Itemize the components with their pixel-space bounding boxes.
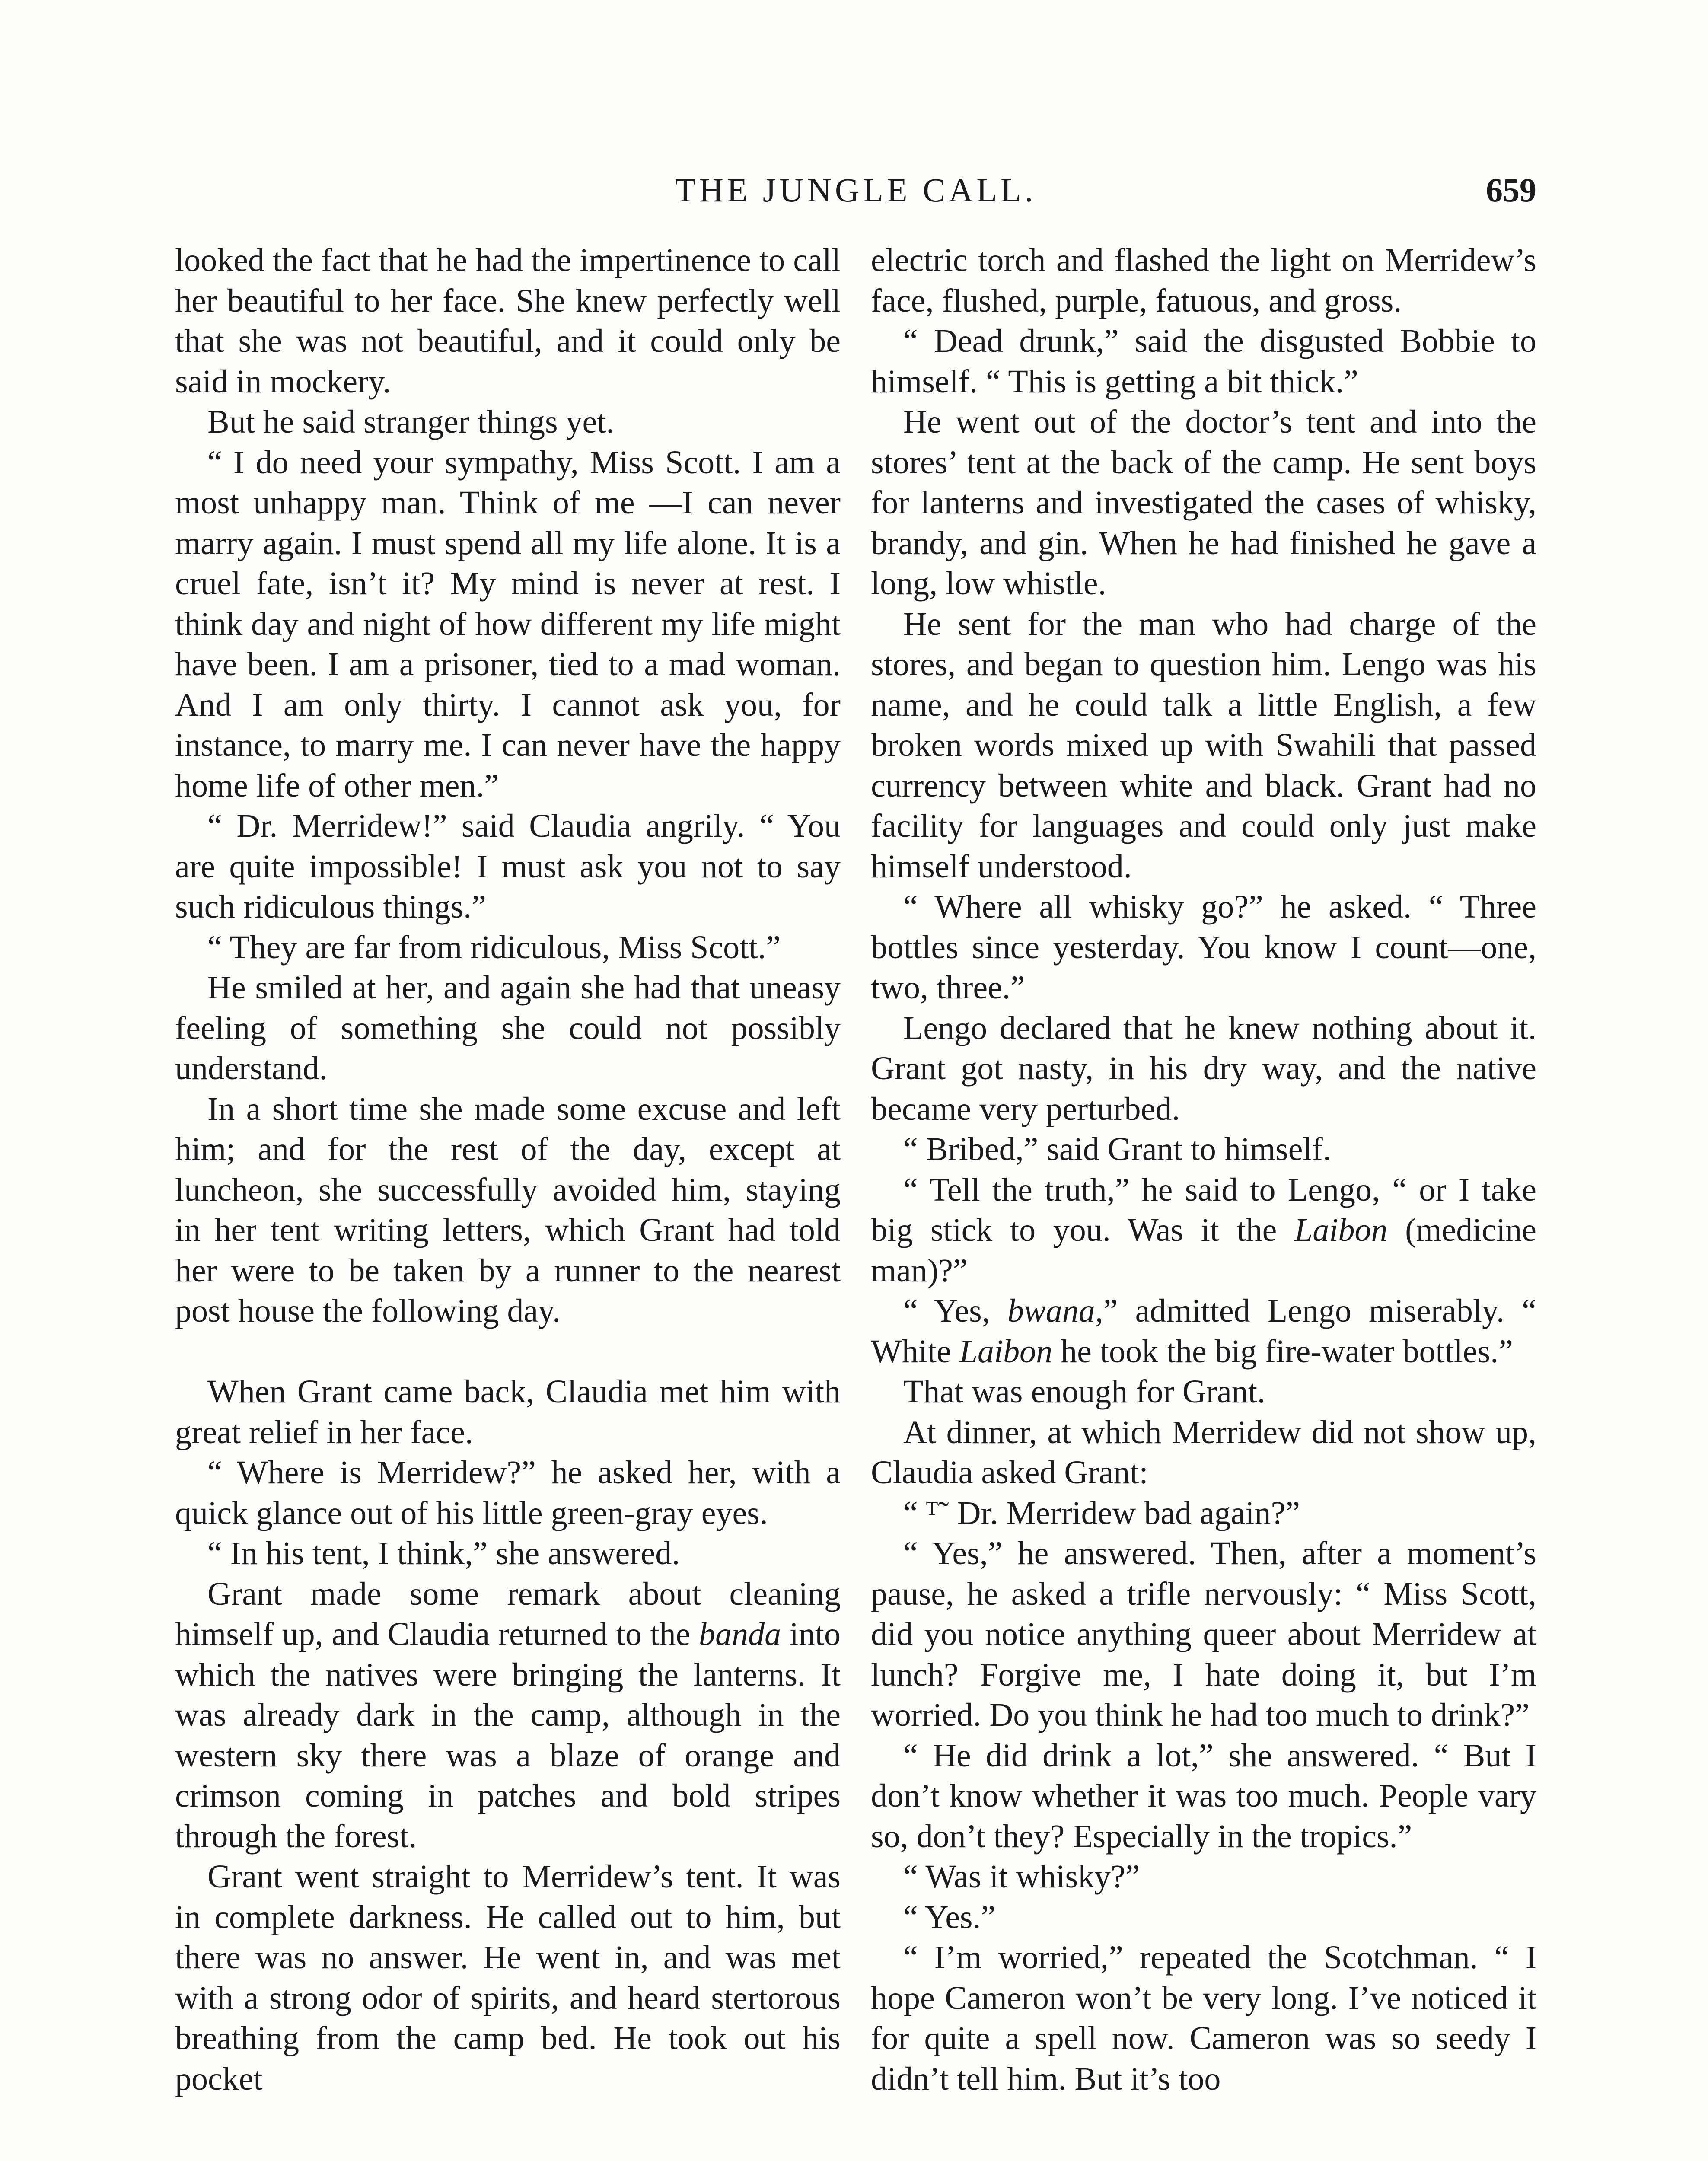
- text-span: Grant made some remark about cleaning himself up, and Claudia returned to the: [175, 1575, 841, 1652]
- text-span: into which the natives were bringing the lanterns. It was already dark in the camp, although in the western sky there was a blaze of orange and crimson coming in patches and bold stripes through the forest.: [175, 1616, 841, 1855]
- paragraph: “ Bribed,” said Grant to himself.: [903, 1131, 1331, 1167]
- paragraph: Lengo declared that he knew nothing about it. Grant got nasty, in his dry way, and the native became very perturbed.: [871, 1010, 1536, 1127]
- paragraph: [871, 1291, 1536, 1372]
- paragraph: That was enough for Grant.: [903, 1374, 1265, 1410]
- paragraph: looked the fact that he had the impertinence to call her beautiful to her face. She knew perfectly well that she was not beautiful, and it could only be said in mockery.: [175, 242, 841, 400]
- paragraph: “ ᵀ˜ Dr. Merridew bad again?”: [903, 1495, 1300, 1531]
- paragraph: He smiled at her, and again she had that uneasy feeling of something she could not possibly understand.: [175, 969, 841, 1087]
- running-title: THE JUNGLE CALL.: [675, 171, 1037, 209]
- paragraph: “ In his tent, I think,” she answered.: [207, 1535, 680, 1571]
- running-header: [175, 164, 1536, 216]
- paragraph: He sent for the man who had charge of the stores, and began to question him. Lengo was his name, and he could talk a little English, a few broken words mixed up with Swahili that passed currency between white and black. Grant had no facility for languages and could only just make himself understood.: [871, 606, 1536, 885]
- paragraph: At dinner, at which Merridew did not show up, Claudia asked Grant:: [871, 1414, 1536, 1491]
- italic-word: Laibon: [959, 1333, 1053, 1370]
- paragraph: Grant went straight to Merridew’s tent. It was in complete darkness. He called out to him, but there was no answer. He went in, and was met with a strong odor of spirits, and heard stertorous breathing from the camp bed. He took out his pocket: [175, 1858, 841, 2097]
- paragraph: In a short time she made some excuse and left him; and for the rest of the day, except at luncheon, she successfully avoided him, staying in her tent writing letters, which Grant had told her were to be taken by a runner to the nearest post house the following day.: [175, 1090, 841, 1329]
- paragraph: electric torch and flashed the light on Merridew’s face, flushed, purple, fatuous, and gross.: [871, 242, 1536, 319]
- right-column: [871, 240, 1536, 2099]
- text-span: (medicine man)?”: [871, 1212, 1536, 1289]
- paragraph: But he said stranger things yet.: [207, 404, 615, 440]
- paragraph: “ Dr. Merridew!” said Claudia angrily. “ You are quite impossible! I must ask you not to say such ridiculous things.”: [175, 808, 841, 925]
- paragraph: “ Was it whisky?”: [903, 1858, 1140, 1895]
- italic-word: Laibon: [1294, 1212, 1388, 1248]
- paragraph: “ They are far from ridiculous, Miss Scott.”: [207, 929, 781, 966]
- left-column: [175, 240, 841, 2099]
- paragraph: He went out of the doctor’s tent and into the stores’ tent at the back of the camp. He sent boys for lanterns and investigated the cases of whisky, brandy, and gin. When he had finished he gave a long, low whistle.: [871, 404, 1536, 602]
- paragraph: “ Where all whisky go?” he asked. “ Three bottles since yesterday. You know I count—one, two, three.”: [871, 889, 1536, 1006]
- text-span: “ Yes,: [903, 1293, 1007, 1329]
- paragraph: “ Yes,” he answered. Then, after a moment’s pause, he asked a trifle nervously: “ Miss Scott, did you notice anything queer about Merridew at lunch? Forgive me, I hate doing it, but I’m worried. Do you think he had too much to drink?”: [871, 1535, 1536, 1733]
- paragraph: [175, 1574, 841, 1857]
- paragraph: “ He did drink a lot,” she answered. “ But I don’t know whether it was too much. People vary so, don’t they? Especially in the tropics.”: [871, 1737, 1536, 1855]
- paragraph: When Grant came back, Claudia met him with great relief in her face.: [175, 1374, 841, 1450]
- paragraph: “ Yes.”: [903, 1899, 996, 1935]
- paragraph: [871, 1170, 1536, 1291]
- italic-word: bwana,: [1007, 1293, 1103, 1329]
- page-number: 659: [1486, 171, 1536, 209]
- text-span: he took the big fire-water bottles.”: [1052, 1333, 1513, 1370]
- text-span: “ Tell the truth,” he said to Lengo, “ or I take big stick to you. Was it the: [871, 1171, 1536, 1248]
- paragraph: “ I do need your sympathy, Miss Scott. I am a most unhappy man. Think of me —I can never marry again. I must spend all my life alone. It is a cruel fate, isn’t it? My mind is never at rest. I think day and night of how different my life might have been. I am a prisoner, tied to a mad woman. And I am only thirty. I cannot ask you, for instance, to marry me. I can never have the happy home life of other men.”: [175, 444, 841, 804]
- paragraph: “ Dead drunk,” said the disgusted Bobbie to himself. “ This is getting a bit thick.”: [871, 323, 1536, 400]
- paragraph: “ I’m worried,” repeated the Scotchman. “ I hope Cameron won’t be very long. I’ve noticed it for quite a spell now. Cameron was so seedy I didn’t tell him. But it’s too: [871, 1939, 1536, 2097]
- text-span: ” admitted Lengo miserably. “ White: [871, 1293, 1536, 1370]
- paragraph: “ Where is Merridew?” he asked her, with a quick glance out of his little green-gray eyes.: [175, 1454, 841, 1531]
- italic-word: banda: [699, 1616, 781, 1652]
